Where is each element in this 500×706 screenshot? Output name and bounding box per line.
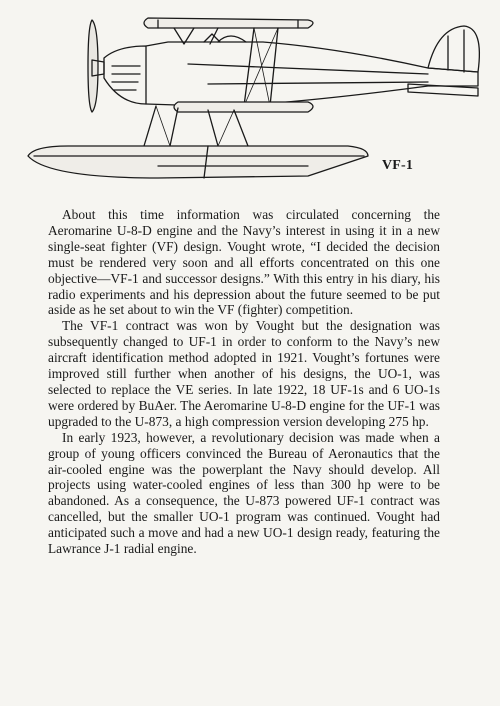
body-text bbox=[48, 207, 440, 557]
paragraph-2: The VF-1 contract was won by Vought but the designation was subsequently changed to UF-1 in order to conform to the Navy’s new aircraft identification method adopted in 1921. Vought’s fortunes were improved still further when another of his designs, the UO-1, was selected to replace the VE series. In late 1922, 18 UF-1s and 6 UO-1s were ordered by BuAer. The Aeromarine U-8-D engine for the UF-1 was upgraded to the U-873, a high compression version developing 275 hp. bbox=[48, 318, 440, 429]
vf1-seaplane-drawing bbox=[8, 6, 492, 196]
figure-caption: VF-1 bbox=[382, 158, 414, 173]
aircraft-illustration bbox=[8, 6, 492, 196]
paragraph-1: About this time information was circulated concerning the Aeromarine U-8-D engine and the Navy’s interest in using it in a new single-seat fighter (VF) design. Vought wrote, “I decided the decision must be rendered very soon and all efforts concentrated on this one objective—VF-1 and successor designs.” With this entry in his diary, his radio experiments and his depression about the future seemed to be put aside as he set about to win the VF (fighter) competition. bbox=[48, 207, 440, 318]
paragraph-3: In early 1923, however, a revolutionary decision was made when a group of young officers convinced the Bureau of Aeronautics that the air-cooled engine was the powerplant the Navy should develop. All projects using water-cooled engines of less than 300 hp were to be abandoned. As a consequence, the U-873 powered UF-1 contract was cancelled, but the smaller UO-1 program was continued. Vought had anticipated such a move and had a new UO-1 design ready, featuring the Lawrance J-1 radial engine. bbox=[48, 429, 440, 557]
